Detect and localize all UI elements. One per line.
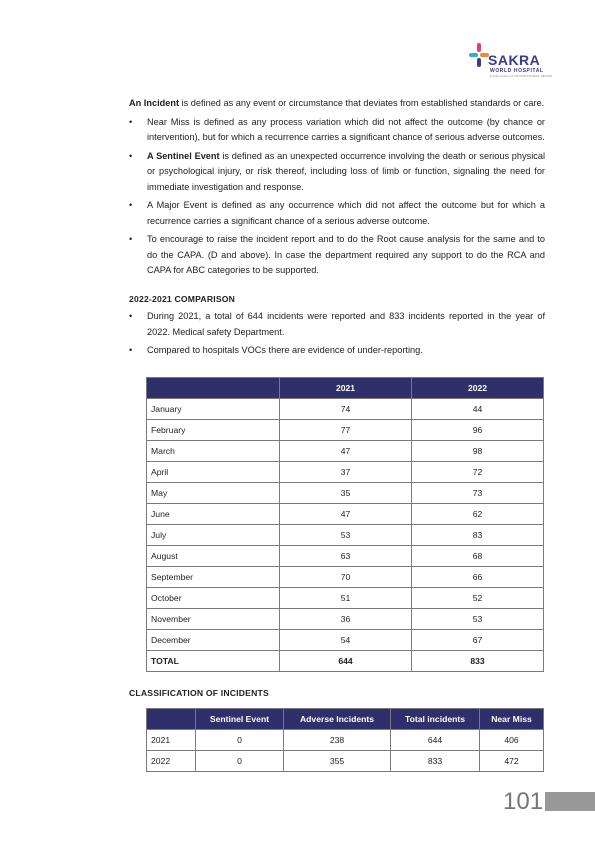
monthly-incidents-table [146,377,544,672]
table-row [147,420,544,441]
table-row [147,525,544,546]
table-body [147,730,544,772]
logo-subtitle: WORLD HOSPITAL [490,68,544,74]
value-cell: 63 [280,546,412,567]
body-text [129,96,545,362]
month-cell: November [147,609,280,630]
table-header-row [147,709,544,730]
value-cell: 35 [280,483,412,504]
value-cell: 44 [412,399,544,420]
month-cell: October [147,588,280,609]
value-cell: 36 [280,609,412,630]
value-cell: 77 [280,420,412,441]
comparison-list [129,309,545,359]
table-row [147,546,544,567]
month-cell: April [147,462,280,483]
table-row [147,630,544,651]
page-number: 101 [503,788,544,815]
total-row [147,651,544,672]
table-row [147,462,544,483]
header-cell: Adverse Incidents [283,709,390,730]
month-cell: January [147,399,280,420]
header-cell [147,378,280,399]
header-cell [147,709,196,730]
month-cell: March [147,441,280,462]
total-label: TOTAL [147,651,280,672]
value-cell: 238 [283,730,390,751]
value-cell: 68 [412,546,544,567]
table-row [147,567,544,588]
comparison-item: • Compared to hospitals VOCs there are evidence of under-reporting. [129,343,545,359]
value-cell: 355 [283,751,390,772]
value-cell: 0 [196,730,284,751]
logo-cross-icon [468,42,490,68]
value-cell: 98 [412,441,544,462]
table-row [147,751,544,772]
value-cell: 833 [391,751,480,772]
month-cell: September [147,567,280,588]
value-cell: 53 [412,609,544,630]
value-cell: 73 [412,483,544,504]
hospital-logo [468,40,552,80]
month-cell: December [147,630,280,651]
month-cell: July [147,525,280,546]
value-cell: 66 [412,567,544,588]
value-cell: 644 [391,730,480,751]
value-cell: 96 [412,420,544,441]
logo-tagline: A Joint venture of TOYOTA TSUSHO, SECOM [490,74,552,78]
comparison-heading: 2022-2021 COMPARISON [129,293,236,304]
value-cell: 51 [280,588,412,609]
table-body [147,399,544,672]
value-cell: 37 [280,462,412,483]
total-value: 833 [412,651,544,672]
classification-table [146,708,544,772]
header-cell: 2021 [280,378,412,399]
classification-heading: CLASSIFICATION OF INCIDENTS [129,688,269,698]
value-cell: 472 [480,751,544,772]
table-row [147,504,544,525]
table-row [147,609,544,630]
year-cell: 2021 [147,730,196,751]
value-cell: 52 [412,588,544,609]
table-row [147,399,544,420]
month-cell: May [147,483,280,504]
incident-term: An Incident [129,98,180,108]
value-cell: 54 [280,630,412,651]
table-row [147,483,544,504]
value-cell: 70 [280,567,412,588]
value-cell: 53 [280,525,412,546]
header-cell: Sentinel Event [196,709,284,730]
comparison-item: • During 2021, a total of 644 incidents were reported and 833 incidents reported in the year of 2022. Medical safety Department. [129,309,545,340]
incident-definition [129,96,545,112]
incident-text: is defined as any event or circumstance that deviates from established standards or care. [179,98,545,108]
value-cell: 72 [412,462,544,483]
month-cell: February [147,420,280,441]
year-cell: 2022 [147,751,196,772]
definitions-list [129,115,545,279]
value-cell: 67 [412,630,544,651]
value-cell: 74 [280,399,412,420]
table-row [147,441,544,462]
table-row [147,730,544,751]
value-cell: 62 [412,504,544,525]
definition-near-miss: • Near Miss is defined as any process variation which did not affect the outcome (by chance or intervention), but for which a recurrence carries a significant chance of serious adverse outcomes. [129,115,545,146]
month-cell: June [147,504,280,525]
definition-sentinel: • A Sentinel Event is defined as an unexpected occurrence involving the death or serious physical or psychological injury, or risk thereof, including loss of limb or function, signaling the need for immediate investigation and response. [129,149,545,196]
definition-major-event: • A Major Event is defined as any occurrence which did not affect the outcome but for which a recurrence carries a significant chance of a serious adverse outcome. [129,198,545,229]
table-row [147,588,544,609]
month-cell: August [147,546,280,567]
page-number-bar [545,792,595,811]
header-cell: Total incidents [391,709,480,730]
value-cell: 47 [280,504,412,525]
value-cell: 83 [412,525,544,546]
definition-rca: • To encourage to raise the incident report and to do the Root cause analysis for the same and to do the CAPA. (D and above). In case the department required any support to do the RCA and CAPA for ABC categories to be supported. [129,232,545,279]
total-value: 644 [280,651,412,672]
value-cell: 406 [480,730,544,751]
header-cell: 2022 [412,378,544,399]
logo-name: SAKRA [488,52,541,68]
value-cell: 47 [280,441,412,462]
value-cell: 0 [196,751,284,772]
table-header-row [147,378,544,399]
header-cell: Near Miss [480,709,544,730]
